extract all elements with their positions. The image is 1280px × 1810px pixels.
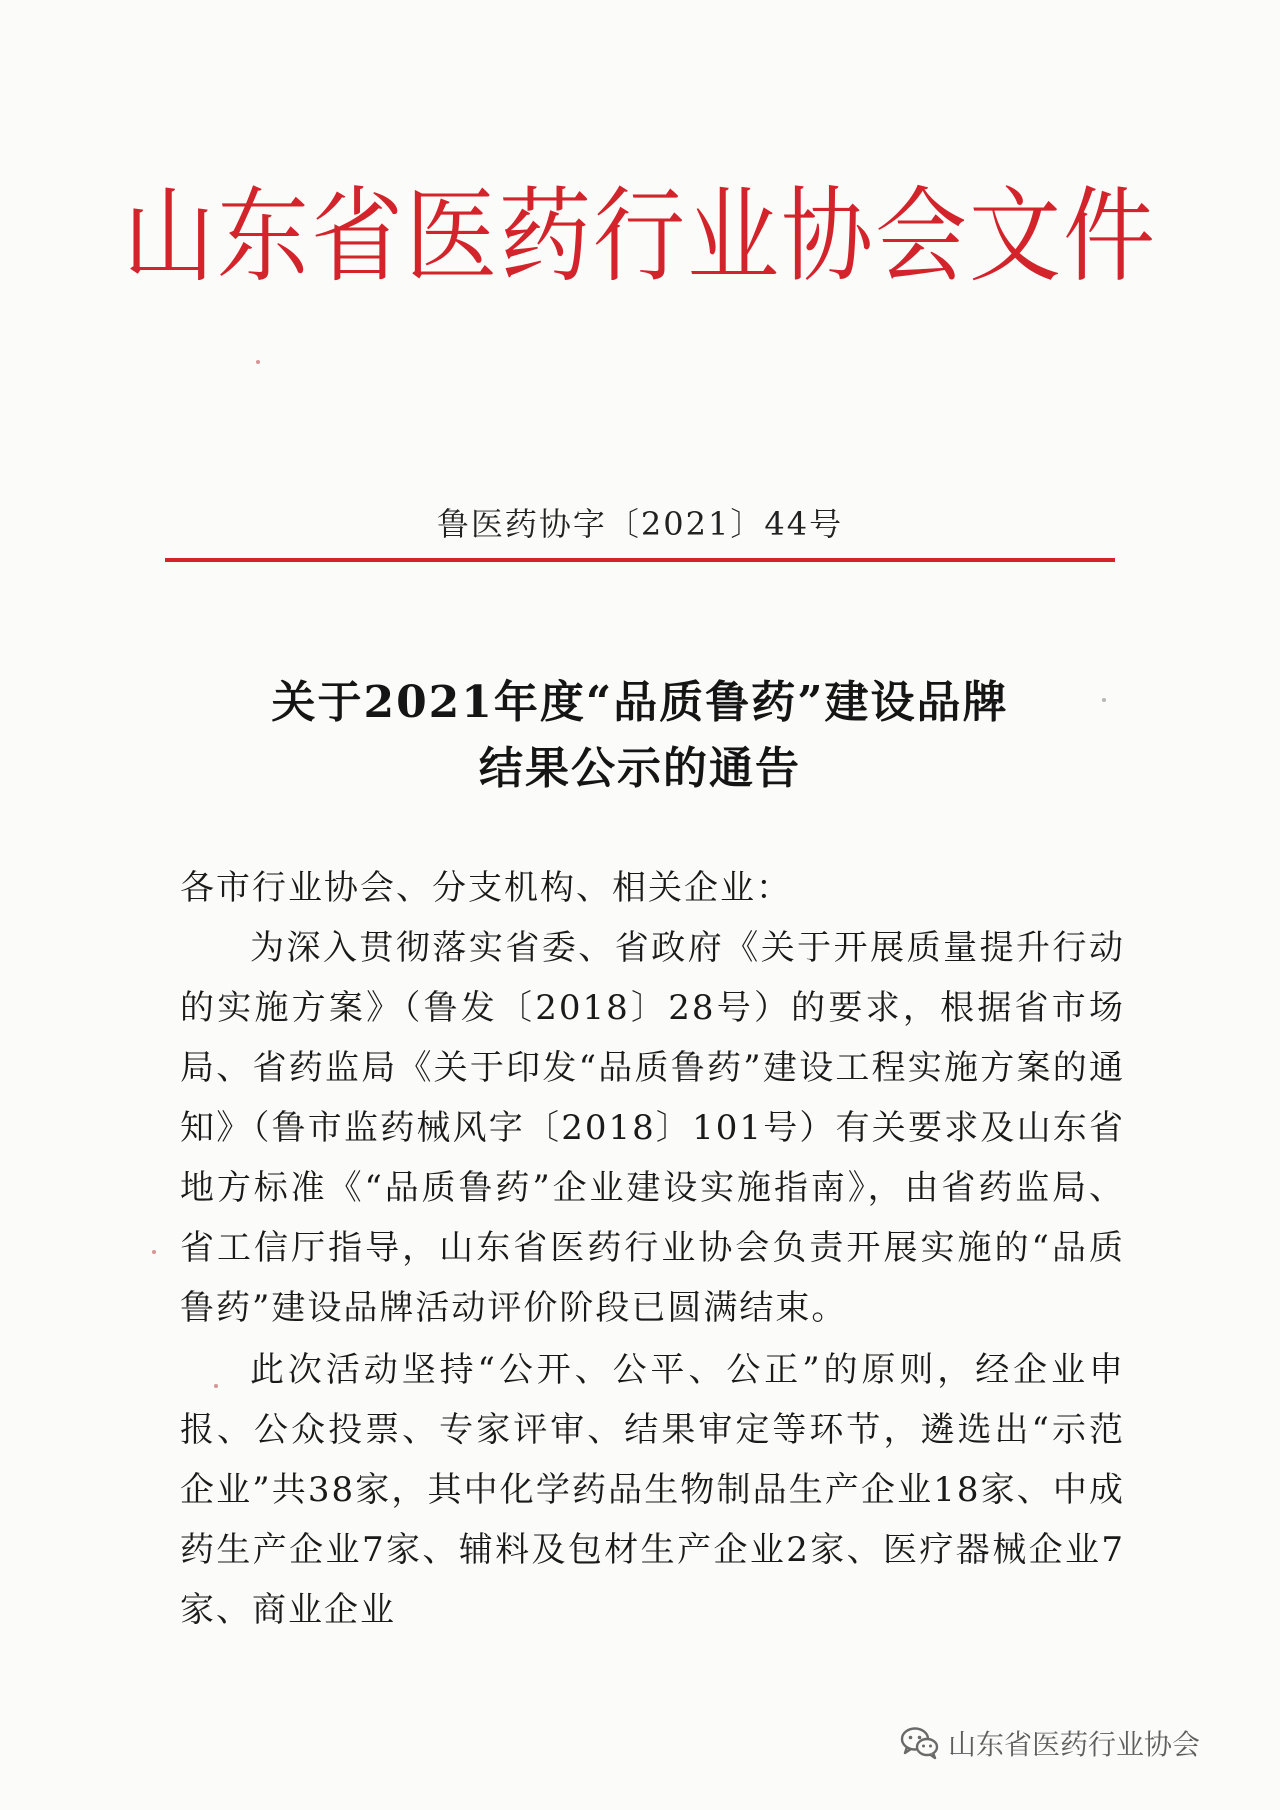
- notice-body: [180, 858, 1125, 1640]
- scan-speck: [1102, 698, 1106, 702]
- wechat-icon: [900, 1726, 940, 1760]
- scan-speck: [152, 1250, 156, 1254]
- notice-title-line-1: 关于2021年度“品质鲁药”建设品牌: [271, 677, 1009, 728]
- body-paragraph-2: 此次活动坚持“公开、公平、公正”的原则，经企业申报、公众投票、专家评审、结果审定等环节，遴选出“示范企业”共38家，其中化学药品生物制品生产企业18家、中成药生产企业7家、辅料及包材生产企业2家、医疗器械企业7家、商业企业: [180, 1350, 1125, 1630]
- salutation: 各市行业协会、分支机构、相关企业：: [180, 868, 792, 908]
- document-header-title: 山东省医药行业协会文件: [122, 176, 1157, 297]
- watermark-text: 山东省医药行业协会: [948, 1728, 1201, 1761]
- document-number: 鲁医药协字〔2021〕44号: [436, 505, 844, 543]
- wechat-watermark: [900, 1718, 1200, 1768]
- red-divider-line: [165, 558, 1115, 562]
- scan-speck: [214, 1384, 218, 1388]
- notice-title: [0, 670, 1280, 802]
- scan-speck: [256, 360, 260, 364]
- body-paragraph-1: 为深入贯彻落实省委、省政府《关于开展质量提升行动的实施方案》（鲁发〔2018〕28号）的要求，根据省市场局、省药监局《关于印发“品质鲁药”建设工程实施方案的通知》（鲁市监药械风字〔2018〕101号）有关要求及山东省地方标准《“品质鲁药”企业建设实施指南》，由省药监局、省工信厅指导，山东省医药行业协会负责开展实施的“品质鲁药”建设品牌活动评价阶段已圆满结束。: [180, 928, 1125, 1328]
- notice-title-line-2: 结果公示的通告: [479, 743, 801, 794]
